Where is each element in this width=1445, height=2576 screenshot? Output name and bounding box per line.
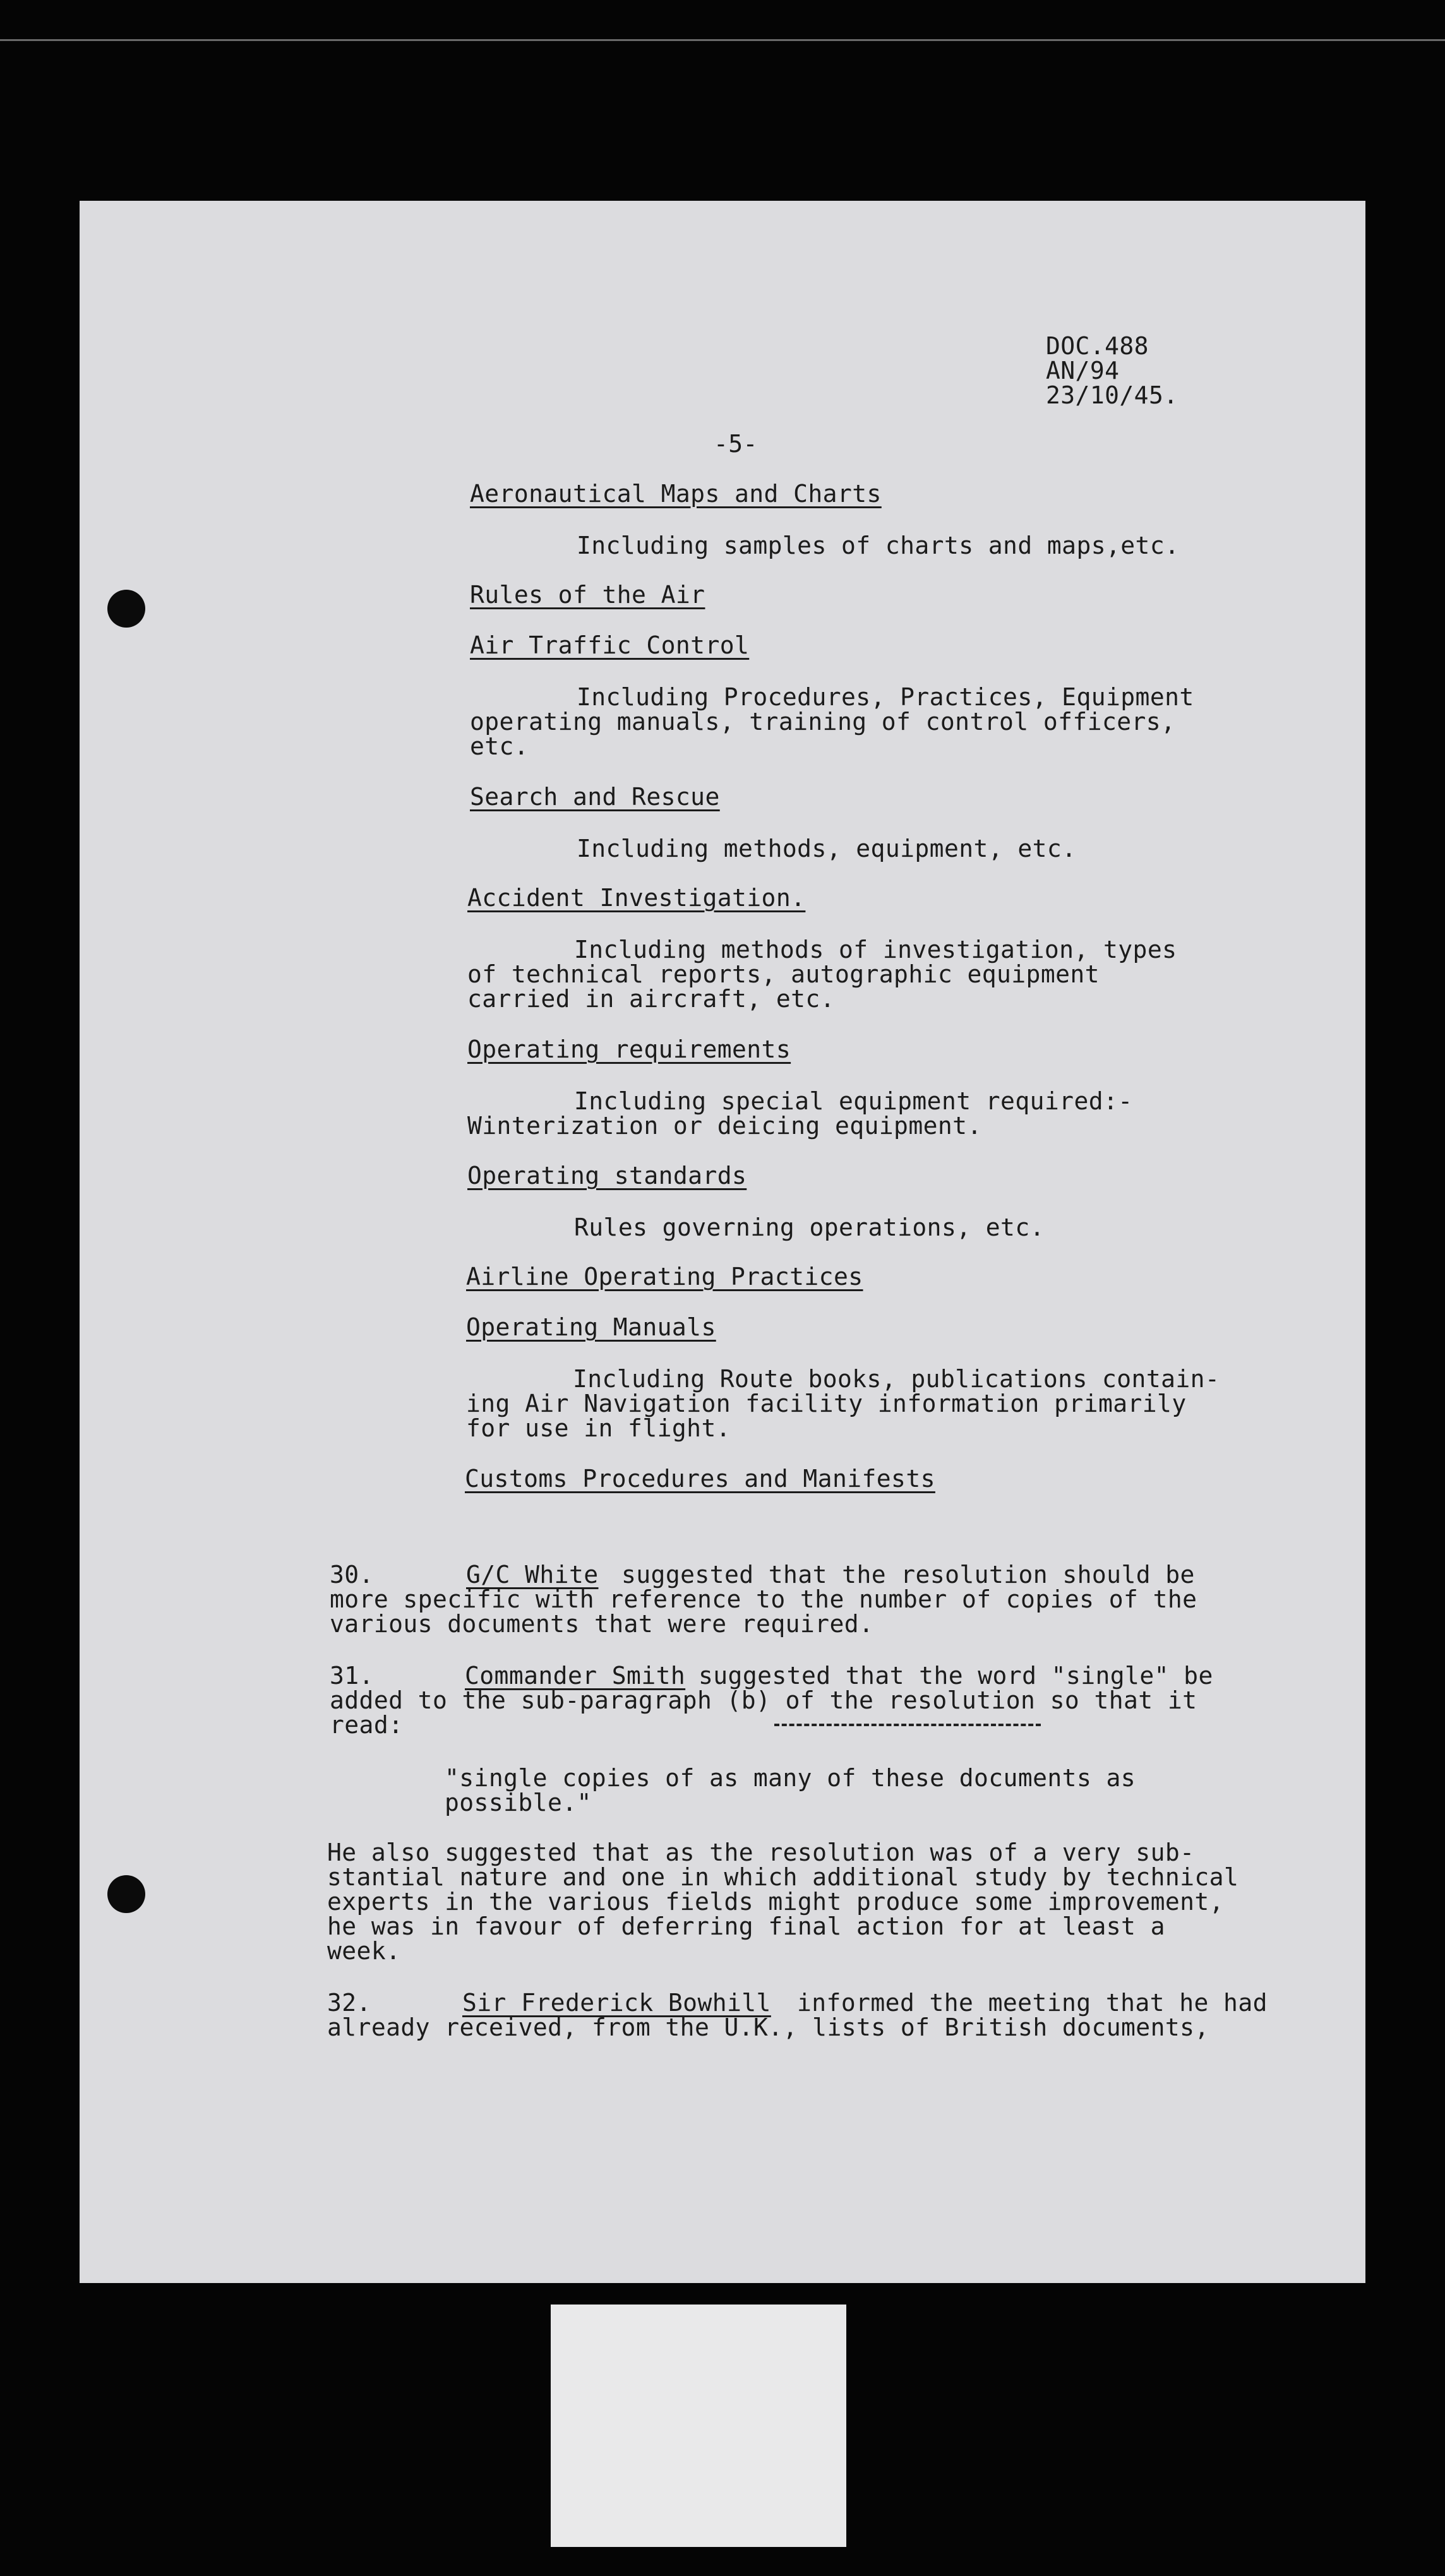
paragraph-text-line: added to the sub-paragraph (b) of the resolution so that it	[330, 1686, 1197, 1714]
op-req-description-line: Winterization or deicing equipment.	[467, 1112, 982, 1140]
page-number: -5-	[714, 430, 758, 458]
paragraph-text-line: he was in favour of deferring final action for at least a	[327, 1912, 1165, 1940]
doc-date: 23/10/45.	[1046, 381, 1178, 409]
atc-description-line: Including Procedures, Practices, Equipment	[577, 683, 1194, 711]
paragraph-text-line: more specific with reference to the number of copies of the	[330, 1585, 1197, 1613]
op-req-description-line: Including special equipment required:-	[574, 1087, 1133, 1115]
heading-accident-investigation: Accident Investigation.	[467, 884, 806, 912]
op-man-description-line: for use in flight.	[466, 1414, 731, 1442]
op-man-description-line: ing Air Navigation facility information primarily	[466, 1390, 1187, 1417]
heading-rules-of-air: Rules of the Air	[470, 581, 705, 609]
maps-description: Including samples of charts and maps,etc.	[577, 532, 1180, 559]
heading-airline-practices: Airline Operating Practices	[466, 1263, 863, 1291]
quote-line: "single copies of as many of these documents as	[445, 1764, 1136, 1792]
accident-description-line: Including methods of investigation, types	[574, 936, 1177, 963]
atc-description-line: etc.	[470, 732, 529, 760]
heading-search-rescue: Search and Rescue	[470, 783, 720, 811]
paragraph-text-line: week.	[327, 1937, 401, 1965]
section-separator	[774, 1724, 1041, 1726]
paragraph-number: 30.	[330, 1561, 374, 1589]
paragraph-text-line: already received, from the U.K., lists of British documents,	[327, 2013, 1209, 2041]
doc-an-number: AN/94	[1046, 357, 1120, 385]
atc-description-line: operating manuals, training of control officers,	[470, 708, 1176, 736]
paragraph-text-line: various documents that were required.	[330, 1610, 874, 1638]
heading-maps-charts: Aeronautical Maps and Charts	[470, 480, 882, 508]
blank-slip	[551, 2305, 846, 2547]
accident-description-line: of technical reports, autographic equipment	[467, 960, 1100, 988]
paragraph-text-line: informed the meeting that he had	[797, 1989, 1268, 2017]
punch-hole-lower	[107, 1875, 145, 1913]
speaker-name: Sir Frederick Bowhill	[462, 1989, 771, 2017]
paragraph-text-line: stantial nature and one in which additional study by technical	[327, 1863, 1239, 1891]
heading-operating-requirements: Operating requirements	[467, 1035, 791, 1063]
paragraph-text-line: experts in the various fields might produce some improvement,	[327, 1888, 1224, 1916]
doc-number: DOC.488	[1046, 332, 1149, 360]
paragraph-number: 31.	[330, 1662, 374, 1690]
speaker-name: G/C White	[466, 1561, 599, 1589]
quote-line: possible."	[445, 1789, 592, 1816]
paragraph-number: 32.	[327, 1989, 371, 2017]
punch-hole-upper	[107, 590, 145, 628]
heading-operating-standards: Operating standards	[467, 1162, 747, 1190]
op-man-description-line: Including Route books, publications contain-	[573, 1365, 1220, 1393]
speaker-name: Commander Smith	[465, 1662, 686, 1690]
paragraph-text-line: read:	[330, 1711, 404, 1739]
paragraph-text-line: suggested that the resolution should be	[621, 1561, 1195, 1589]
sar-description: Including methods, equipment, etc.	[577, 835, 1077, 862]
document-page	[80, 201, 1365, 2283]
accident-description-line: carried in aircraft, etc.	[467, 985, 835, 1013]
heading-customs: Customs Procedures and Manifests	[465, 1465, 935, 1493]
heading-operating-manuals: Operating Manuals	[466, 1313, 716, 1341]
scan-top-line	[0, 39, 1445, 41]
op-std-description: Rules governing operations, etc.	[574, 1213, 1045, 1241]
paragraph-text-line: suggested that the word "single" be	[699, 1662, 1213, 1690]
paragraph-text-line: He also suggested that as the resolution was of a very sub-	[327, 1839, 1195, 1866]
heading-air-traffic-control: Air Traffic Control	[470, 631, 750, 659]
